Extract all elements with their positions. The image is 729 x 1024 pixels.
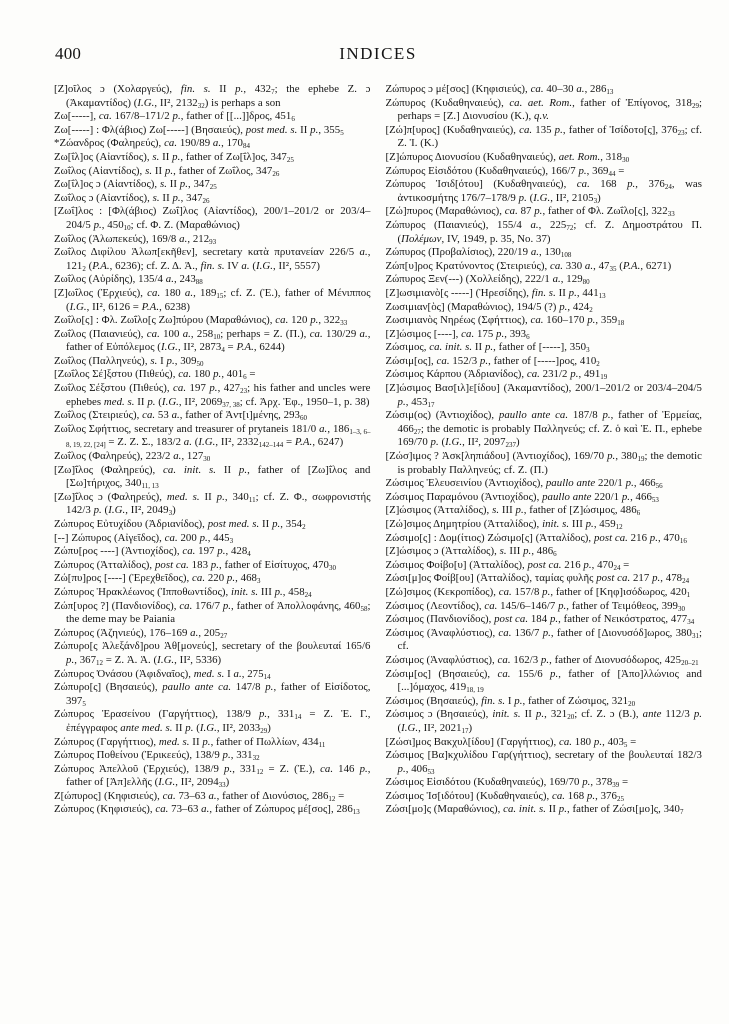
index-entry: Ζώσιμ[ος] (Βησαιεύς), ca. 155/6 p., father of [Ἀπο]λλώνιος and [...]όμαχος, $419_{18, 19}$ — [385, 667, 703, 695]
index-entry: Ζωΐλος (Παιανιεύς), ca. 100 a., $258_{10}$; perhaps = Ζ. (Π.), ca. 130/29 a., father of Εὐπόλεμος (I.G., II², $2873_4 = P.A$., 6244) — [54, 327, 371, 355]
page-title: INDICES — [339, 44, 417, 63]
index-entry: Ζωΐλος Σφήττιος, secretary and treasurer of prytaneis 181/0 a., $186_{1-3, 6-8, 19, 22, [24]} = Z$. Ζ. Σ., 183/2 a. (I.G., II², $2332_{142-144} = P.A$., 6247) — [54, 422, 371, 450]
index-entry: [Ζω]ΐλος (Φαληρεύς), ca. init. s. II p., father of [Ζω]ΐλος and [Σω]τήριχος, $340_{11, 13}$ — [54, 463, 371, 491]
index-entry: Ζώπυρος (Ἀζηνιεύς), 176–169 a., $205_{27}$ — [54, 626, 228, 640]
index-entry: Ζώσιμος Κάρπου (Ἀδριανίδος), ca. 231/2 p., $491_{19}$ — [385, 368, 608, 382]
index-entry: Ζώπ[υ]ρος Κρατύνοντος (Στειριεύς), ca. 330 a., $47_{35}$ (P.A., 6271) — [385, 259, 672, 273]
right-column — [386, 83, 703, 817]
index-entry: Ζώπυρος (Κυδαθηναιεύς), ca. aet. Rom., father of Ἐπίγονος, $318_{29}$; perhaps = [Ζ.] Διονυσίου (Κ.), q.v. — [385, 96, 702, 123]
index-entry: Ζώσιμ[ος], ca. 152/3 p., father of [-----]ρος, $410_2$ — [385, 354, 600, 368]
index-entry: Ζώπυρος ɔ μέ[σος] (Κηφισιεύς), ca. 40–30 a., $286_{13}$ — [385, 83, 614, 96]
index-entry: [Ζ]ώσιμος ɔ (Ἀτταλίδος), s. III p., $486_6$ — [385, 545, 557, 559]
index-entry: Ζω[ΐλ]ος (Αἰαντίδος), s. II p., father of Ζω[ΐλ]ος, $347_{25}$ — [54, 150, 294, 164]
index-entry: Ζώσιμος Παραμόνου (Ἀντιοχίδος), paullo ante 220/1 p., $466_{53}$ — [385, 490, 659, 504]
index-columns — [54, 83, 702, 817]
index-entry: [Ζώ]σιμος (Κεκροπίδος), ca. 157/8 p., father of [Κηφ]ισόδωρος, $420_1$ — [385, 585, 691, 599]
index-entry: [Ζώσ]ιμος ? Ἀσκ[ληπιάδου] (Ἀντιοχίδος), 169/70 p., $380_{19}$; the demotic is probably Παλληνεύς; cf. Ζ. (Π.) — [385, 450, 702, 476]
index-entry: Ζώσιμος (Λεοντίδος), ca. 145/6–146/7 p., father of Τειμόθεος, $399_{30}$ — [385, 599, 685, 613]
index-entry: [Ζώσι]μος Βακχυλ[ίδου] (Γαργήττιος), ca. 180 p., $403_5$ = — [385, 735, 637, 749]
index-entry: Ζώ[πυ]ρος [----] (Ἐρεχθεῖδος), ca. 220 p., $468_3$ — [54, 572, 261, 586]
index-entry: Ζω[ΐλ]ος ɔ (Αἰαντίδος), s. II p., $347_{25}$ — [54, 178, 217, 192]
index-entry: Ζωΐλος (Αἰαντίδος), s. II p., father of Ζωΐλος, $347_{26}$ — [54, 164, 280, 178]
page-header — [54, 44, 702, 70]
index-entry: Ζώσιμος ɔ (Βησαιεύς), init. s. II p., $321_{20}$; cf. Ζ. ɔ (Β.), ante 112/3 p. (I.G., II², $2021_{17}$) — [385, 708, 703, 735]
index-entry: Ζώπυρος (Ἀτταλίδος), post ca. 183 p., father of Εἰσίτυχος, $470_{30}$ — [54, 558, 336, 572]
index-entry: Ζώσιμος (Βησαιεύς), fin. s. I p., father of Ζώσιμος, $321_{20}$ — [385, 694, 636, 708]
index-entry: Ζω[-----], ca. 167/8–171/2 p., father of [[...]]δρος, $451_6$ — [54, 110, 295, 124]
index-entry: Ζώπυρος (Παιανιεύς), 155/4 a., $225_{72}$; cf. Ζ. Δημοστράτου Π. (Πολέμων, IV, 1949, p. 35, No. 37) — [385, 218, 703, 245]
index-entry: Ζωΐλος (Αὐρίδης), 135/4 a., $243_{88}$ — [54, 273, 203, 287]
index-entry: [Ζ]ώπυρος Διονυσίου (Κυδαθηναιεύς), aet. Rom., $318_{30}$ — [385, 150, 630, 164]
index-entry: Ζώσιμος, ca. init. s. II p., father of [-----], $350_3$ — [385, 341, 590, 355]
index-entry: Ζώσιμος (Ἀναφλύστιος), ca. 162/3 p., father of Διονυσόδωρος, $425_{20-21}$ — [385, 653, 699, 667]
index-entry: [Ζ]ώσιμος [----], ca. 175 p., $393_6$ — [385, 327, 530, 341]
index-entry: [Ζ]ωΐλος (Ἐρχιεύς), ca. 180 a., $189_{15}$; cf. Ζ. (Ἐ.), father of Μένιππος (I.G., II², 6126 = P.A., 6238) — [54, 286, 371, 313]
index-entry: Ζώπυρος Ξεν(---) (Χολλείδης), 222/1 a., $129_{80}$ — [385, 273, 590, 287]
index-entry: Ζώπυρος (Προβαλίσιος), 220/19 a., $130_{108}$ — [385, 246, 572, 260]
index-entry: Ζώσι[μο]ς (Μαραθώνιος), ca. init. s. II p., father of Ζώσι[μο]ς, $340_7$ — [385, 803, 684, 817]
index-entry: Ζωΐλος (Φαληρεύς), 223/2 a., $127_{30}$ — [54, 450, 211, 464]
index-entry: Ζώσι[μ]ος Φοίβ[ου] (Ἀτταλίδος), ταμίας φυλῆς post ca. 217 p., $478_{24}$ — [385, 572, 690, 586]
index-entry: *Ζώανδρος (Φαληρεύς), ca. 190/89 a., $170_{84}$ — [54, 137, 250, 151]
index-entry: Ζωΐλος Διφίλου Ἀλωπ[εκῆθεν], secretary κατὰ πρυτανείαν 226/5 a., $121_2$ (P.A., 6236); cf. Ζ. Δ. Ἀ., fin. s. IV a. (I.G., II², 5557) — [54, 246, 371, 273]
index-entry: Ζώπυρο[ς Ἀλεξάνδ]ρου Ἀθ[μονεύς], secretary of the βουλευταί 165/6 p., $367_{12} = Z$. Ἀ. Ἀ. (I.G., II², 5336) — [54, 640, 371, 667]
index-entry: Ζώπυρος Ἐρασείνου (Γαργήττιος), 138/9 p., $331_{14} = Z$. Ἐ. Γ., ἐπέγγραφος ante med. s. II p. (I.G., II², $2033_{29}$) — [54, 708, 371, 735]
index-entry: Ζώσιμος (Πανδιονίδος), post ca. 184 p., father of Νεικόστρατος, $477_{34}$ — [385, 613, 695, 627]
index-entry: Ζωΐλος (Ἀλωπεκεύς), 169/8 a., $212_{93}$ — [54, 232, 217, 246]
left-column — [54, 83, 371, 817]
index-entry: [--] Ζώπυρος (Αἰγεῖδος), ca. 200 p., $445_3$ — [54, 531, 234, 545]
index-entry: [Ζ]ώσιμος (Ἀτταλίδος), s. III p., father of [Ζ]ώσιμος, $486_6$ — [385, 504, 641, 518]
index-entry: Ζωΐλος (Στειριεύς), ca. 53 a., father of Ἀντ[ι]μένης, $293_{60}$ — [54, 409, 307, 423]
index-entry: Ζώπυρος Ὀνάσου (Ἀφιδναῖος), med. s. I a., $275_{14}$ — [54, 667, 271, 681]
index-entry: Ζώσιμος Ἰσ[ιδότου] (Κυδαθηναιεύς), ca. 168 p., $376_{25}$ — [385, 789, 624, 803]
index-entry: [Ζ]ώσιμος Βασ[ιλ]ε[ίδου] (Ἀκαμαντίδος), 200/1–201/2 or 203/4–204/5 p., $453_{17}$ — [385, 382, 702, 409]
index-entry: Ζώπυρος Ἡρακλέωνος (Ἱπποθωντίδος), init. s. III p., $458_{24}$ — [54, 585, 312, 599]
page-number: 400 — [55, 44, 82, 63]
index-entry: [Ζωΐ]λος : [Φλ(άβιος) Ζωΐ]λος (Αἰαντίδος), 200/1–201/2 or 203/4–204/5 p., $450_{10}$; cf. Φ. Ζ. (Μαραθώνιος) — [54, 205, 371, 232]
index-entry: Ζώπυ[ρος ----] (Ἀντιοχίδος), ca. 197 p., $428_4$ — [54, 545, 251, 559]
index-entry: Ζώπυρος Ἀπελλοῦ (Ἐρχιεύς), 138/9 p., $331_{12} = Z$. (Ἐ.), ca. 146 p., father of [Ἀπ]ελλῆς (I.G., II², $2094_{33}$) — [54, 762, 371, 790]
index-entry: Ζώσιμος Ἐλευσεινίου (Ἀντιοχίδος), paullo ante 220/1 p., $466_{56}$ — [385, 477, 663, 491]
index-entry: Ζώπυρος Εἰσιδότου (Κυδαθηναιεύς), 166/7 p., $369_{44}$ = — [385, 164, 625, 178]
index-entry: Ζώσιμος Φοίβο[υ] (Ἀτταλίδος), post ca. 216 p., $470_{24}$ = — [385, 558, 630, 572]
index-entry: Ζωσιμιανὸς Νηρέως (Σφήττιος), ca. 160–170 p., $359_{18}$ — [385, 314, 625, 328]
index-entry: Ζώσιμ(ος) (Ἀντιοχίδος), paullo ante ca. 187/8 p., father of Ἑρμείας, $466_{27}$; the demotic is probably Παλληνεύς; cf. Ζ. ὁ καὶ Ἑ. Π., ephebe 169/70 p. (I.G., II², $2097_{237}$) — [385, 409, 702, 450]
index-entry: Ζώπυρος (Γαργήττιος), med. s. II p., father of Πωλλίων, $434_{11}$ — [54, 735, 326, 749]
index-entry: Ζωΐλος Σέξστου (Πιθεύς), ca. 197 p., $427_{23}$; his father and uncles were ephebes med. s. II p. (I.G., II², $2069_{37, 38}$; cf. Ἀρχ. Ἐφ., 1950–1, p. 38) — [54, 382, 371, 409]
index-entry: Ζωΐλος (Παλληνεύς), s. I p., $309_{50}$ — [54, 354, 204, 368]
index-entry: Ζωΐλος ɔ (Αἰαντίδος), s. II p., $347_{26}$ — [54, 191, 210, 205]
index-entry: [Ζ]οῖλος ɔ (Χολαργεύς), fin. s. II p., $432_7$; the ephebe Ζ. ɔ (Ἀκαμαντίδος) (I.G., II², $2132_{32}$) is perhaps a son — [54, 83, 371, 110]
index-entry: [Ζωΐλος Σέ]ξστου (Πιθεύς), ca. 180 p., $401_6$ = — [54, 368, 256, 382]
index-entry: [Ζ]ωσιμιανὸ[ς -----] (Ἡρεσίδης), fin. s. II p., $441_{13}$ — [385, 286, 606, 300]
index-entry: [Ζώ]πυρος (Μαραθώνιος), ca. 87 p., father of Φλ. Ζωΐλο[ς], $322_{33}$ — [385, 205, 675, 219]
index-entry: Ζώπυρος (Κηφισιεύς), ca. 73–63 a., father of Ζώπυρος μέ[σος], $286_{13}$ — [54, 803, 360, 817]
index-entry: Ζώπυρος Εὐτυχίδου (Ἀδριανίδος), post med. s. II p., $354_2$ — [54, 518, 306, 531]
index-entry: [Ζώ]π[υρος] (Κυδαθηναιεύς), ca. 135 p., father of Ἰσίδοτο[ς], $376_{23}$; cf. Ζ. Ἰ. (Κ.) — [385, 123, 702, 150]
index-entry: Ζώπυρος Ἰσιδ[ότου] (Κυδαθηναιεύς), ca. 168 p., $376_{24}$, was ἀντικοσμήτης 176/7–178/9 p. (I.G., II², $2105_3$) — [385, 178, 703, 205]
index-entry: [Ζώ]σιμος Δημητρίου (Ἀτταλίδος), init. s. III p., $459_{12}$ — [385, 518, 623, 531]
index-entry: Ζώσιμος (Ἀναφλύστιος), ca. 136/7 p., father of [Διονυσόδ]ωρος, $380_{31}$; cf. — [385, 626, 702, 653]
index-entry: Ζώσιμος [Βα]κχυλίδου Γαρ(γήττιος), secretary of the βουλευταί 182/3 p., $406_{53}$ — [385, 749, 702, 776]
index-entry: Ζώσιμος Εἰσιδότου (Κυδαθηναιεύς), 169/70 p., $378_{39}$ = — [385, 776, 629, 790]
index-entry: Ζώπυρος Ποθείνου (Ἐρικεεύς), 138/9 p., $331_{32}$ — [54, 749, 260, 763]
index-entry: Ζώσιμο[ς] : Δομ(ίτιος) Ζώσιμο[ς] (Ἀτταλίδος), post ca. 216 p., $470_{16}$ — [385, 531, 687, 545]
index-entry: Ζωσιμιαν[ὸς] (Μαραθώνιος), 194/5 (?) p., $424_2$ — [385, 300, 593, 314]
index-entry: Ζωΐλο[ς] : Φλ. Ζωΐλο[ς Ζω]πύρου (Μαραθώνιος), ca. 120 p., $322_{33}$ — [54, 314, 348, 328]
index-entry: Ζ[ώπυρος] (Κηφισιεύς), ca. 73–63 a., father of Διονύσιος, $286_{12}$ = — [54, 789, 345, 803]
index-entry: Ζω[-----] : Φλ(άβιος) Ζω[-----] (Βησαιεύς), post med. s. II p., $355_5$ — [54, 123, 344, 137]
index-entry: Ζώπυρο[ς] (Βησαιεύς), paullo ante ca. 147/8 p., father of Εἰσίδοτος, $397_5$ — [54, 681, 371, 708]
index-entry: [Ζω]ΐλος ɔ (Φαληρεύς), med. s. II p., $340_{11}$; cf. Ζ. Φ., σωφρονιστής 142/3 p. (I.G., II², $2049_3$) — [54, 490, 371, 518]
index-entry: Ζώπ[υρος ?] (Πανδιονίδος), ca. 176/7 p., father of Ἀπολλοφάνης, $460_{58}$; the deme may be Paiania — [54, 599, 371, 626]
